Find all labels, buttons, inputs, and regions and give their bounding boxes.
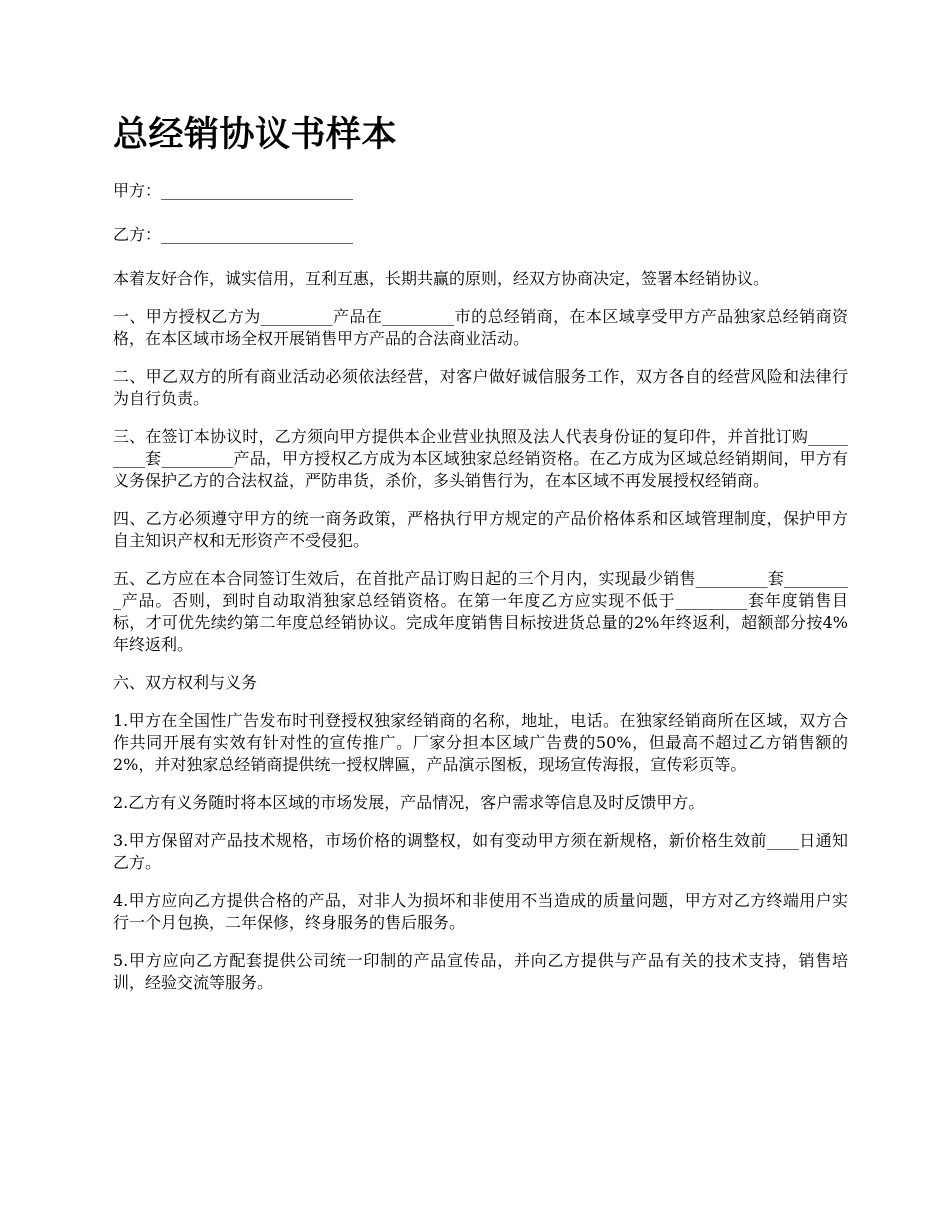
intro-paragraph: 本着友好合作，诚实信用，互利互惠，长期共赢的原则，经双方协商决定，签署本经销协议。 xyxy=(113,269,770,288)
clause-2: 二、甲乙双方的所有商业活动必须依法经营，对客户做好诚信服务工作，双方各自的经营风险和法律行为自行负责。 xyxy=(113,367,848,408)
clause-3: 三、在签订本协议时，乙方须向甲方提供本企业营业执照及法人代表身份证的复印件，并首批订购_________套_________产品，甲方授权乙方成为本区域独家总经销资格。在乙方成为区域总经销期间，甲方有义务保护乙方的合法权益，严防串货，杀价，多头销售行为，在本区域不再发展授权经销商。 xyxy=(113,427,848,490)
rights-item-5: 5.甲方应向乙方配套提供公司统一印制的产品宣传品，并向乙方提供与产品有关的技术支持，销售培训，经验交流等服务。 xyxy=(113,951,848,992)
document-title: 总经销协议书样本 xyxy=(113,115,398,155)
rights-item-4: 4.甲方应向乙方提供合格的产品，对非人为损坏和非使用不当造成的质量问题，甲方对乙方终端用户实行一个月包换，二年保修，终身服务的售后服务。 xyxy=(113,891,848,932)
clause-5: 五、乙方应在本合同签订生效后，在首批产品订购日起的三个月内，实现最少销售_________套_________产品。否则，到时自动取消独家总经销资格。在第一年度乙方应实现不低于_________套年度销售目标，才可优先续约第二年度总经销协议。完成年度销售目标按进货总量的2%年终返利，超额部分按4%年终返利。 xyxy=(113,569,848,654)
party-a-line: 甲方：________________________ xyxy=(113,181,354,200)
clause-1: 一、甲方授权乙方为_________产品在_________市的总经销商，在本区域享受甲方产品独家总经销商资格，在本区域市场全权开展销售甲方产品的合法商业活动。 xyxy=(113,307,848,348)
section-heading-rights: 六、双方权利与义务 xyxy=(113,673,258,692)
clause-4: 四、乙方必须遵守甲方的统一商务政策，严格执行甲方规定的产品价格体系和区域管理制度，保护甲方自主知识产权和无形资产不受侵犯。 xyxy=(113,509,848,550)
document-page xyxy=(113,112,848,1010)
rights-item-1: 1.甲方在全国性广告发布时刊登授权独家经销商的名称，地址，电话。在独家经销商所在区域，双方合作共同开展有实效有针对性的宣传推广。厂家分担本区域广告费的50%，但最高不超过乙方销售额的2%，并对独家总经销商提供统一授权牌匾，产品演示图板，现场宣传海报，宣传彩页等。 xyxy=(113,711,848,774)
rights-item-3: 3.甲方保留对产品技术规格，市场价格的调整权，如有变动甲方须在新规格，新价格生效前____日通知乙方。 xyxy=(113,831,848,872)
rights-item-2: 2.乙方有义务随时将本区域的市场发展，产品情况，客户需求等信息及时反馈甲方。 xyxy=(113,793,705,812)
party-b-line: 乙方：________________________ xyxy=(113,225,354,244)
